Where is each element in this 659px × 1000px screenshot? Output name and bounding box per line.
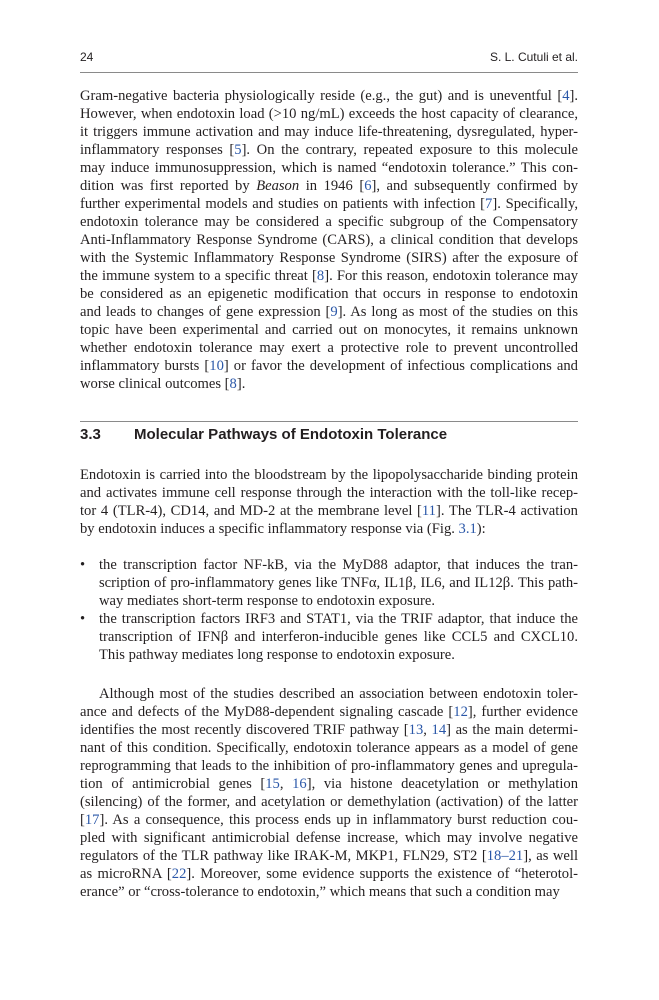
text-line: [17]. As a consequence, this process ends up in inflammatory burst reduction cou- <box>80 812 578 828</box>
citation-link[interactable]: 22 <box>171 866 187 882</box>
text-line: ance and defects of the MyD88-dependent signaling cascade [12], further evidence <box>80 704 578 720</box>
section-number: 3.3 <box>80 426 101 443</box>
citation-link[interactable]: 10 <box>209 358 224 374</box>
text-line: the transcription factors IRF3 and STAT1, via the TRIF adaptor, that induce the <box>99 611 578 627</box>
citation-link[interactable]: 13 <box>408 722 424 738</box>
header-rule <box>80 72 578 73</box>
citation-link[interactable]: 16 <box>292 776 307 792</box>
section-rule <box>80 421 578 422</box>
text-line: inflammatory responses [5]. On the contrary, repeated exposure to this molecule <box>80 142 578 158</box>
text-line: it triggers immune activation and may induce life-threatening, dysregulated, hyper- <box>80 124 578 140</box>
page-number: 24 <box>80 50 94 64</box>
citation-link[interactable]: 4 <box>562 88 570 104</box>
citation-link[interactable]: 8 <box>316 268 325 284</box>
text-line: identifies the most recently discovered TRIF pathway [13, 14] as the main determi- <box>80 722 578 738</box>
text-line: Although most of the studies described an association between endotoxin toler- <box>99 686 578 702</box>
text-line: reprogramming that leads to the inhibition of pro-inflammatory genes and upregula- <box>80 758 578 774</box>
citation-link[interactable]: 12 <box>453 704 468 720</box>
text-line: regulators of the TLR pathway like IRAK-M, MKP1, FLN29, ST2 [18–21], as well <box>80 848 578 864</box>
text-line: topic have been experimental and carried out on monocytes, it remains unknown <box>80 322 578 338</box>
text-line: may induce immunosuppression, which is named “endotoxin tolerance.” This con- <box>80 160 578 176</box>
section-heading <box>80 426 578 448</box>
text-line: However, when endotoxin load (>10 ng/mL) exceeds the host capacity of clearance, <box>80 106 578 122</box>
text-line: erance” or “cross-tolerance to endotoxin,” which means that such a condition may <box>80 884 560 900</box>
text-line: whether endotoxin tolerance may exert a protective role to prevent uncontrolled <box>80 340 578 356</box>
text-line: as microRNA [22]. Moreover, some evidence supports the existence of “heterotol- <box>80 866 578 882</box>
text-line: way mediates short-term response to endotoxin exposure. <box>99 593 435 609</box>
body-paragraph-1 <box>80 87 578 393</box>
bullet-point-icon: • <box>80 611 86 627</box>
text-line: Gram-negative bacteria physiologically reside (e.g., the gut) and is uneventful [4]. <box>80 88 578 104</box>
citation-link[interactable]: 3.1 <box>458 521 477 537</box>
text-line: transcription of IFNβ and interferon-inducible genes like CCL5 and CXCL10. <box>99 629 578 645</box>
citation-link[interactable]: 15 <box>265 776 280 792</box>
text-line: endotoxin tolerance may be considered a specific subgroup of the Compensatory <box>80 214 578 230</box>
bullet-item <box>80 556 578 610</box>
text-line: This pathway mediates long response to endotoxin exposure. <box>99 647 455 663</box>
text-line: worse clinical outcomes [8]. <box>80 376 246 392</box>
text-line: by endotoxin induces a specific inflammatory response via (Fig. 3.1): <box>80 521 486 537</box>
text-line: inflammatory bursts [10] or favor the development of infectious complications and <box>80 358 578 374</box>
text-line: pled with significant antimicrobial defense increase, which may involve negative <box>80 830 578 846</box>
running-author: S. L. Cutuli et al. <box>489 50 578 64</box>
text-line: Anti-Inflammatory Response Syndrome (CARS), a clinical condition that develops <box>80 232 578 248</box>
text-line: tion of antimicrobial genes [15, 16], via histone deacetylation or methylation <box>80 776 578 792</box>
text-line: (silencing) of the former, and acetylation or demethylation (activation) of the latter <box>80 794 578 810</box>
citation-link[interactable]: 14 <box>431 722 447 738</box>
running-header <box>80 50 578 68</box>
text-line: be considered as an epigenetic modification that occurs in response to endotoxin <box>80 286 578 302</box>
text-line: further experimental models and studies on patients with infection [7]. Specifically, <box>80 196 578 212</box>
text-line: and leads to changes of gene expression [9]. As long as most of the studies on this <box>80 304 578 320</box>
citation-link[interactable]: 18–21 <box>486 848 524 864</box>
body-paragraph-2 <box>80 466 578 538</box>
text-line: tor 4 (TLR-4), CD14, and MD-2 at the membrane level [11]. The TLR-4 activation <box>80 503 578 519</box>
bullet-item <box>80 610 578 664</box>
citation-link[interactable]: 11 <box>421 503 436 519</box>
body-paragraph-3 <box>80 685 578 901</box>
text-line: dition was first reported by Beason in 1946 [6], and subsequently confirmed by <box>80 178 578 194</box>
citation-link[interactable]: 9 <box>330 304 338 320</box>
bullet-list <box>80 556 578 664</box>
text-line: the transcription factor NF-kB, via the MyD88 adaptor, that induces the tran- <box>99 557 578 573</box>
citation-link[interactable]: 5 <box>234 142 242 158</box>
citation-link[interactable]: 7 <box>485 196 493 212</box>
text-line: the immune system to a specific threat [8]. For this reason, endotoxin tolerance may <box>80 268 578 284</box>
citation-link[interactable]: 6 <box>364 178 372 194</box>
text-line: nant of this condition. Specifically, endotoxin tolerance appears as a model of gene <box>80 740 578 756</box>
bullet-point-icon: • <box>80 557 86 573</box>
text-line: scription of pro-inflammatory genes like TNFα, IL1β, IL6, and IL12β. This path- <box>99 575 578 591</box>
text-line: with the Systemic Inflammatory Response Syndrome (SIRS) after the exposure of <box>80 250 578 266</box>
section-title: Molecular Pathways of Endotoxin Tolerance <box>134 426 448 443</box>
text-line: and activates immune cell response through the interaction with the toll-like recep- <box>80 485 578 501</box>
text-line: Endotoxin is carried into the bloodstream by the lipopolysaccharide binding protein <box>80 467 578 483</box>
citation-link[interactable]: 8 <box>229 376 237 392</box>
citation-link[interactable]: 17 <box>84 812 100 828</box>
